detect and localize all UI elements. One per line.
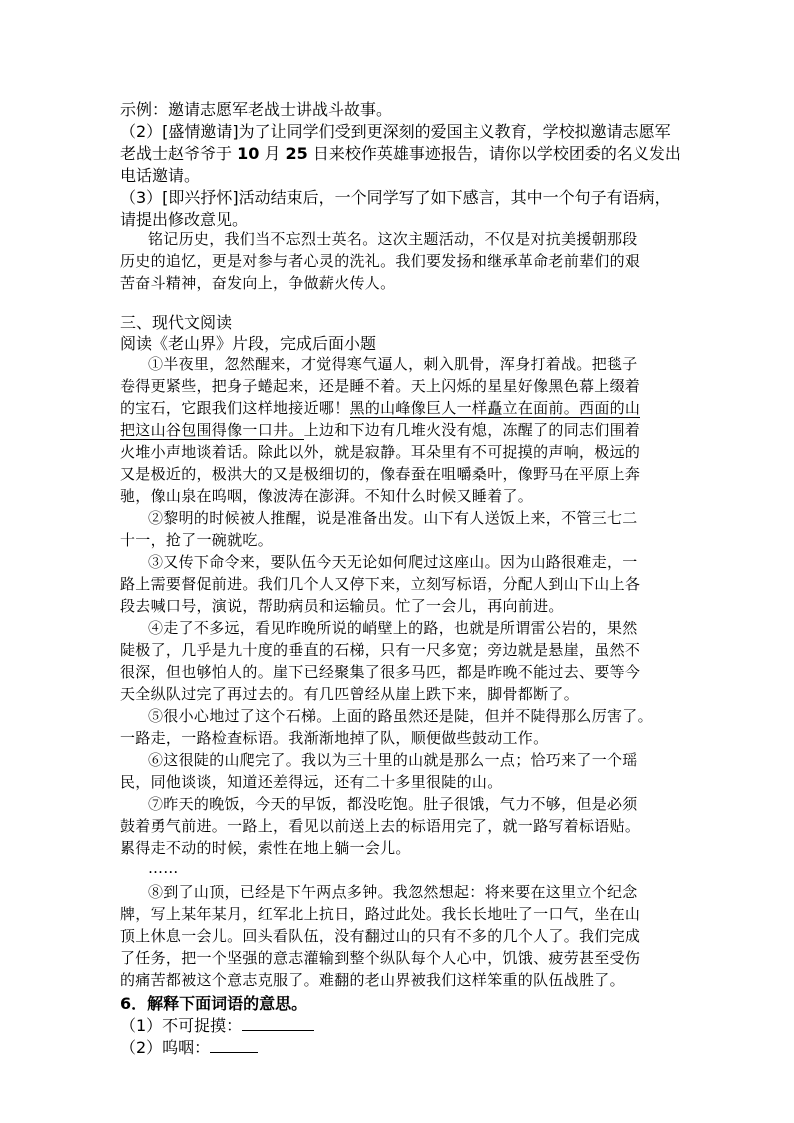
passage-p5-line-2: 一路走，一路检查标语。我渐渐地掉了队，顺便做些鼓动工作。 [120, 729, 549, 747]
passage-p3-line-2: 路上需要督促前进。我们几个人又停下来，立刻写标语，分配人到山下山上各 [120, 575, 641, 593]
passage-p1-line-3-text: 的宝石，它跟我们这样地接近哪！ [120, 399, 350, 417]
passage-p7-line-1: ⑦昨天的晚饭，今天的早饭，都没吃饱。肚子很饿，气力不够，但是必须 [148, 795, 638, 813]
passage-p1-line-7: 驰，像山泉在呜咽，像波涛在澎湃。不知什么时候又睡着了。 [120, 487, 534, 505]
passage-p8-line-5: 的痛苦都被这个意志克服了。难翻的老山界被我们这样笨重的队伍战胜了。 [120, 971, 625, 989]
reading-instruction: 阅读《老山界》片段，完成后面小题 [120, 334, 377, 353]
passage-p1-line-6: 又是极近的，极洪大的又是极细切的，像春蚕在咀嚼桑叶，像野马在平原上奔 [120, 465, 641, 483]
q2-line-2-text-a: 老战士赵爷爷于 [120, 144, 238, 163]
q3-line-2: 请提出修改意见。 [120, 210, 249, 229]
passage-p4-line-2: 陡极了，几乎是九十度的垂直的石梯，只有一尺多宽；旁边就是悬崖，虽然不 [120, 641, 641, 659]
passage-p2-line-1: ②黎明的时候被人推醒，说是准备出发。山下有人送饭上来，不管三七二 [148, 509, 638, 527]
passage-p1-line-4 [120, 419, 640, 440]
passage-p6-line-1: ⑥这很陡的山爬完了。我以为三十里的山就是那么一点；恰巧来了一个瑶 [148, 751, 638, 769]
q2-line-3: 电话邀请。 [120, 166, 201, 185]
passage-p3-line-3: 段去喊口号，演说，帮助病员和运输员。忙了一会儿，再向前进。 [120, 597, 564, 615]
passage-p8-line-1: ⑧到了山顶，已经是下午两点多钟。我忽然想起：将来要在这里立个纪念 [148, 883, 638, 901]
quote-line-3: 苦奋斗精神，奋发向上，争做薪火传人。 [120, 274, 396, 292]
passage-p6-line-2: 民，同他谈谈，知道还差得远，还有二十多里很陡的山。 [120, 773, 503, 791]
passage-p4-line-3: 很深，但也够怕人的。崖下已经聚集了很多马匹，都是昨晚不能过去、要等今 [120, 663, 641, 681]
q2-line-1: （2）[盛情邀请]为了让同学们受到更深刻的爱国主义教育，学校拟邀请志愿军 [120, 122, 671, 141]
passage-p2-line-2: 十一，抢了一碗就吃。 [120, 531, 274, 549]
q2-line-2-text-c: 日来校作英雄事迹报告，请你以学校团委的名义发出 [307, 144, 681, 163]
underlined-sentence: 黑的山峰像巨人一样矗立在面前。西面的山 [349, 399, 641, 417]
q2-line-2 [120, 141, 681, 164]
passage-p8-line-2: 牌，写上某年某月，红军北上抗日，路过此处。我长长地吐了一口气，坐在山 [120, 905, 641, 923]
q2-day-number: 25 [285, 144, 308, 163]
passage-p1-line-3 [120, 397, 640, 418]
passage-p3-line-1: ③又传下命令来，要队伍今天无论如何爬过这座山。因为山路很难走，一 [148, 553, 638, 571]
q2-line-2-text-b: 月 [259, 144, 286, 163]
answer-blank-2[interactable] [210, 1038, 258, 1053]
q6-item-1 [120, 1013, 314, 1036]
passage-p1-line-4-text: 上边和下边有几堆火没有熄，冻醒了的同志们围着 [303, 421, 641, 439]
passage-p5-line-1: ⑤很小心地过了这个石梯。上面的路虽然还是陡，但并不陡得那么厉害了。 [148, 707, 653, 725]
q6-item-2-label: （2）呜咽： [120, 1038, 211, 1057]
passage-p7-line-2: 鼓着勇气前进。一路上，看见以前送上去的标语用完了，就一路写着标语贴。 [120, 817, 641, 835]
passage-p8-line-3: 顶上休息一会儿。回头看队伍，没有翻过山的只有不多的几个人了。我们完成 [120, 927, 641, 945]
passage-p4-line-1: ④走了不多远，看见昨晚所说的峭壁上的路，也就是所谓雷公岩的，果然 [148, 619, 638, 637]
q2-month-number: 10 [237, 144, 260, 163]
q6-title: 6．解释下面词语的意思。 [120, 994, 308, 1013]
passage-ellipsis: …… [148, 859, 179, 877]
example-line: 示例：邀请志愿军老战士讲战斗故事。 [120, 100, 393, 119]
section-title: 三、现代文阅读 [120, 313, 233, 332]
q6-item-2 [120, 1035, 258, 1058]
quote-line-2: 历史的追忆，更是对参与者心灵的洗礼。我们要发扬和继承革命老前辈们的艰 [120, 252, 641, 270]
passage-p8-line-4: 了任务，把一个坚强的意志灌输到整个纵队每个人心中，饥饿、疲劳甚至受伤 [120, 949, 641, 967]
passage-p4-line-4: 天全纵队过完了再过去的。有几匹曾经从崖上跌下来，脚骨都断了。 [120, 685, 580, 703]
passage-p7-line-3: 累得走不动的时候，索性在地上躺一会儿。 [120, 839, 411, 857]
q6-item-1-label: （1）不可捉摸： [120, 1016, 243, 1035]
passage-p1-line-5: 火堆小声地谈着话。除此以外，就是寂静。耳朵里有不可捉摸的声响，极远的 [120, 443, 641, 461]
answer-blank-1[interactable] [242, 1016, 314, 1031]
passage-p1-line-1: ①半夜里，忽然醒来，才觉得寒气逼人，刺入肌骨，浑身打着战。把毯子 [148, 355, 638, 373]
passage-p1-line-2: 卷得更紧些，把身子蜷起来，还是睡不着。天上闪烁的星星好像黑色幕上缀着 [120, 377, 641, 395]
q3-line-1: （3）[即兴抒怀]活动结束后，一个同学写了如下感言，其中一个句子有语病， [120, 188, 671, 207]
quote-line-1: 铭记历史，我们当不忘烈士英名。这次主题活动，不仅是对抗美援朝那段 [148, 230, 638, 248]
underlined-sentence-continued: 把这山谷包围得像一口井。 [120, 421, 304, 439]
